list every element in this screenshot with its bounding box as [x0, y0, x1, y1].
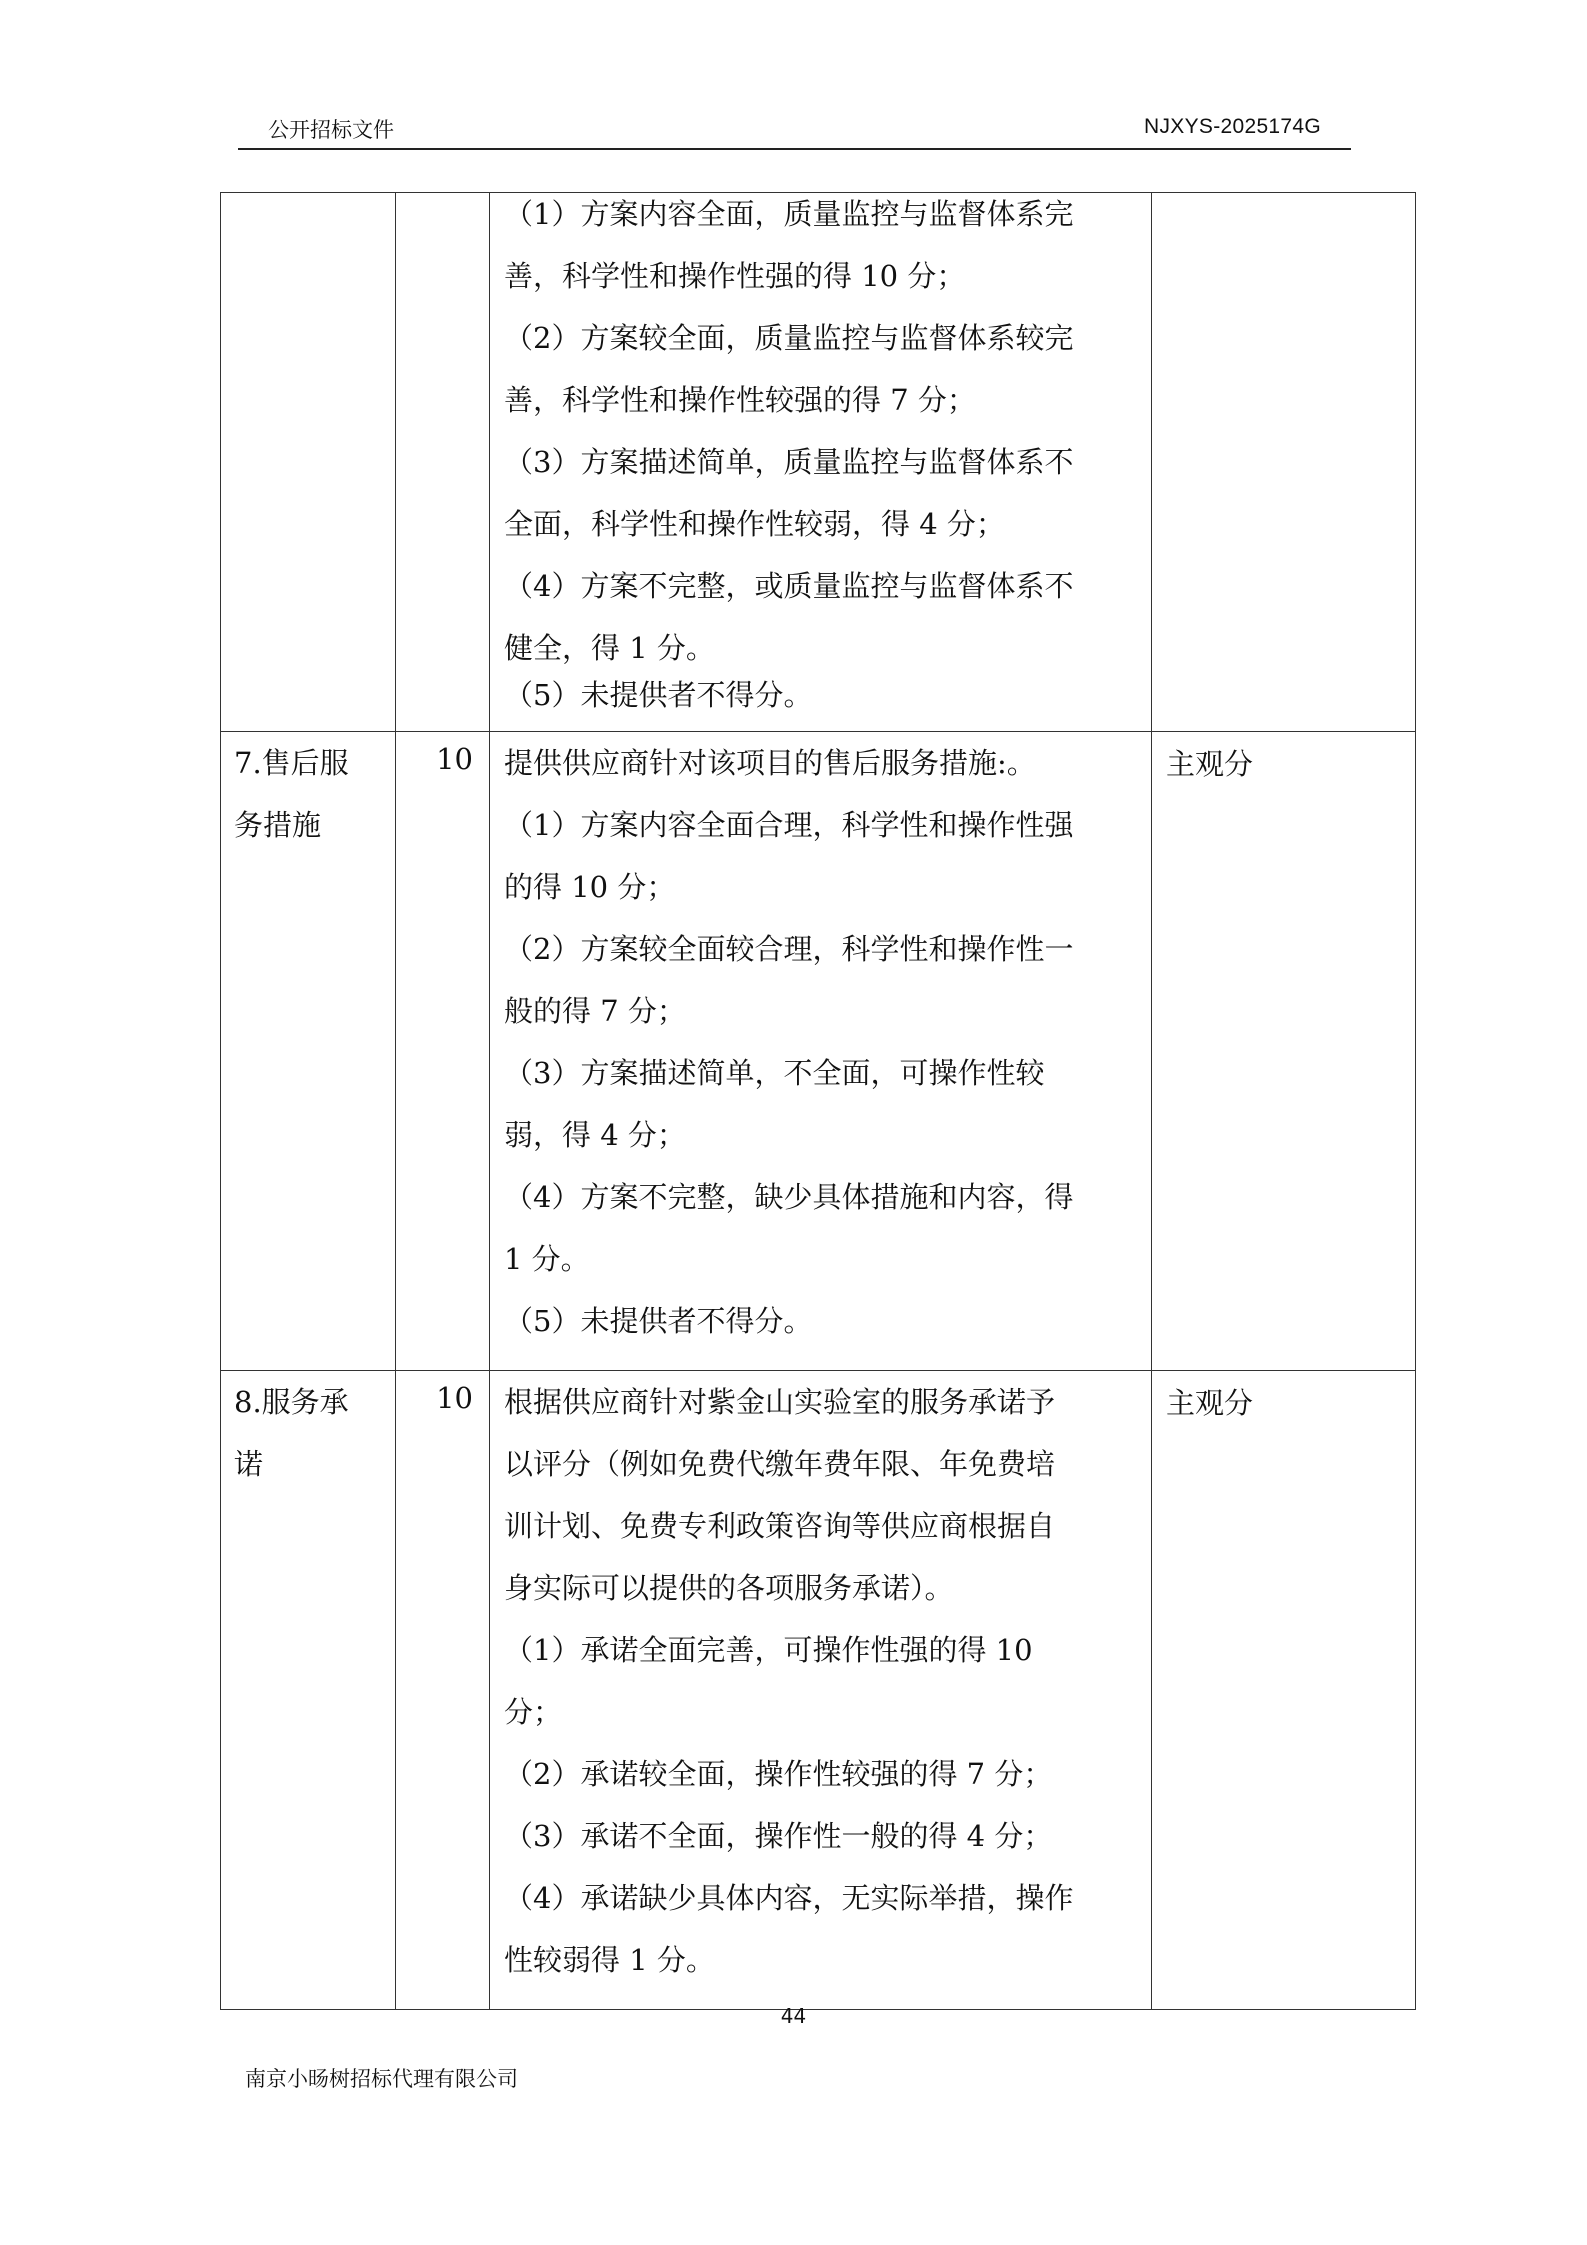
item-cell	[221, 1371, 396, 2010]
content-line: （3）方案描述简单，不全面，可操作性较	[504, 1056, 1045, 1090]
content-line: （3）方案描述简单，质量监控与监督体系不	[504, 445, 1074, 479]
table-row	[221, 1371, 1416, 2010]
content-line: 身实际可以提供的各项服务承诺）。	[504, 1571, 954, 1605]
item-name-line: 务措施	[234, 808, 322, 842]
content-line: （2）方案较全面较合理，科学性和操作性一	[504, 932, 1074, 966]
content-line: 1 分。	[504, 1242, 590, 1276]
page-header	[238, 112, 1351, 150]
item-name-line: 8.服务承	[234, 1385, 349, 1419]
content-line: 善，科学性和操作性较强的得 7 分；	[504, 383, 976, 417]
content-line: （3）承诺不全面，操作性一般的得 4 分；	[504, 1819, 1053, 1853]
footer-company-name: 南京小旸树招标代理有限公司	[245, 2067, 518, 2091]
content-line: 全面，科学性和操作性较弱，得 4 分；	[504, 507, 1005, 541]
item-cell	[221, 732, 396, 1371]
score-cell	[396, 193, 490, 732]
score-cell: 10	[396, 732, 490, 1371]
content-line: 根据供应商针对紫金山实验室的服务承诺予	[504, 1385, 1056, 1419]
content-line: （1）方案内容全面合理，科学性和操作性强	[504, 808, 1074, 842]
score-cell: 10	[396, 1371, 490, 2010]
content-line: 健全，得 1 分。	[504, 631, 715, 665]
content-line: 弱，得 4 分；	[504, 1118, 686, 1152]
type-cell: 主观分	[1152, 732, 1416, 1371]
content-line: 提供供应商针对该项目的售后服务措施:。	[504, 746, 1036, 780]
content-line: （4）方案不完整，缺少具体措施和内容，得	[504, 1180, 1074, 1214]
content-line: （4）方案不完整，或质量监控与监督体系不	[504, 569, 1074, 603]
item-name-line: 7.售后服	[234, 746, 349, 780]
content-cell	[490, 732, 1152, 1371]
content-line: （5）未提供者不得分。	[504, 678, 813, 712]
item-cell	[221, 193, 396, 732]
content-line: 的得 10 分；	[504, 870, 676, 904]
content-line: 训计划、免费专利政策咨询等供应商根据自	[504, 1509, 1056, 1543]
scoring-table	[220, 192, 1416, 2010]
content-cell	[490, 1371, 1152, 2010]
type-cell: 主观分	[1152, 1371, 1416, 2010]
content-line: （1）方案内容全面，质量监控与监督体系完	[504, 197, 1074, 231]
content-line: 分；	[504, 1695, 563, 1729]
document-number: NJXYS-2025174G	[1144, 115, 1321, 138]
content-line: 善，科学性和操作性强的得 10 分；	[504, 259, 966, 293]
content-cell	[490, 193, 1152, 732]
content-line: （5）未提供者不得分。	[504, 1304, 813, 1338]
type-cell	[1152, 193, 1416, 732]
content-line: 般的得 7 分；	[504, 994, 686, 1028]
table-row	[221, 193, 1416, 732]
page-number: 44	[780, 2004, 807, 2028]
table-row	[221, 732, 1416, 1371]
content-line: （1）承诺全面完善，可操作性强的得 10	[504, 1633, 1033, 1667]
content-line: 性较弱得 1 分。	[504, 1943, 715, 1977]
content-line: （2）方案较全面，质量监控与监督体系较完	[504, 321, 1074, 355]
content-line: 以评分（例如免费代缴年费年限、年免费培	[504, 1447, 1056, 1481]
document-type: 公开招标文件	[268, 118, 394, 142]
content-line: （4）承诺缺少具体内容，无实际举措，操作	[504, 1881, 1074, 1915]
item-name-line: 诺	[234, 1447, 264, 1481]
content-line: （2）承诺较全面，操作性较强的得 7 分；	[504, 1757, 1053, 1791]
